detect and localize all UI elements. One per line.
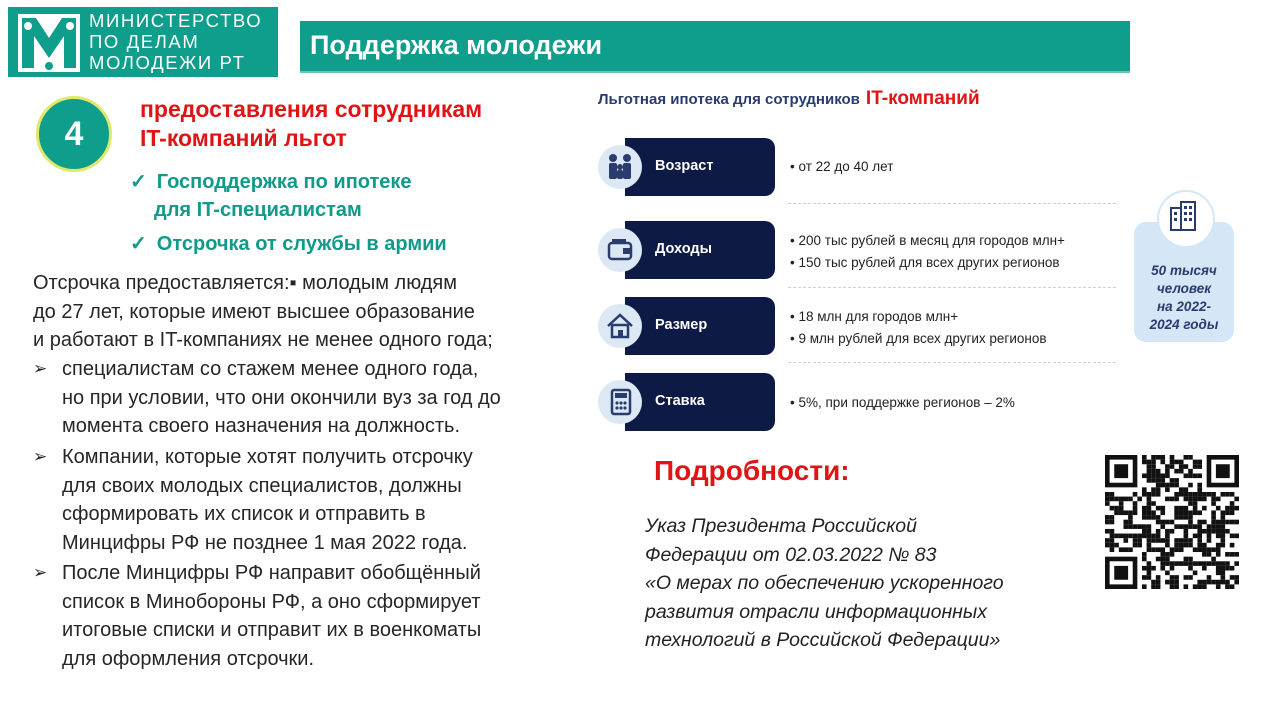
calculator-icon (598, 380, 642, 424)
row-info-text: 18 млн для городов млн+ (798, 309, 959, 324)
mortgage-row-label (625, 221, 775, 279)
row-label-text: Доходы (655, 241, 712, 257)
decree-line: «О мерах по обеспечению ускоренного (645, 572, 1004, 594)
bullet-item (33, 355, 593, 441)
bullet-line: для своих молодых специалистов, должны (62, 474, 462, 497)
arrow-bullet-icon: ➢ (33, 447, 48, 466)
ministry-logo (8, 7, 278, 77)
bullet-line: момента своего назначения на должность. (62, 415, 461, 437)
row-info-line: • от 22 до 40 лет (790, 159, 894, 174)
check-label: Отсрочка от службы в армии (156, 233, 447, 255)
logo-line: ПО ДЕЛАМ (89, 31, 200, 52)
number-badge: 4 (36, 96, 112, 172)
mortgage-row-info (790, 230, 1065, 274)
logo-text (89, 10, 262, 73)
bullet-line: После Минцифры РФ направит обобщённый (62, 562, 481, 584)
row-label-text: Возраст (655, 158, 714, 174)
row-divider (788, 203, 1116, 204)
mortgage-row-label (625, 373, 775, 431)
mortgage-row-label (625, 297, 775, 355)
row-info-line: • 5%, при поддержке регионов – 2% (790, 395, 1015, 410)
checkmark-icon: ✓ (130, 171, 147, 193)
stat-text (1136, 262, 1232, 334)
arrow-bullet-icon: ➢ (33, 359, 48, 378)
row-divider (788, 287, 1116, 288)
buildings-icon (1157, 190, 1215, 248)
family-icon (598, 145, 642, 189)
row-label-text: Размер (655, 317, 708, 333)
decree-line: развития отрасли информационных (645, 600, 988, 623)
row-info-text: 9 млн рублей для всех других регионов (798, 331, 1047, 346)
details-heading: Подробности: (654, 455, 850, 486)
headline-line: IT-компаний льгот (140, 125, 347, 151)
bullet-line: но при условии, что они окончили вуз за год до (62, 386, 501, 409)
bullet-line: итоговые списки и отправит их в военкоматы (62, 619, 482, 641)
bullet-line: Минцифры РФ не позднее 1 мая 2022 года. (62, 531, 468, 554)
bullet-line: для оформления отсрочки. (62, 647, 315, 670)
check-label: для IT-специалистам (154, 199, 362, 221)
bullet-item (33, 559, 593, 673)
headline (140, 95, 482, 153)
mortgage-row-info (790, 392, 1015, 414)
row-info-line: • 150 тыс рублей для всех других регионов (790, 255, 1060, 270)
paragraph-line: Отсрочка предоставляется:▪ молодым людям (33, 272, 458, 294)
mortgage-title (598, 88, 980, 110)
logo-line: МИНИСТЕРСТВО (89, 10, 263, 31)
check-item-army (130, 230, 447, 258)
paragraph-line: и работают в IT-компаниях не менее одного года; (33, 329, 493, 351)
row-info-text: от 22 до 40 лет (798, 159, 894, 174)
check-item-mortgage (130, 168, 412, 224)
wallet-icon (598, 228, 642, 272)
qr-code-icon[interactable] (1105, 455, 1239, 589)
mortgage-row-label (625, 138, 775, 196)
decree-text (645, 512, 1105, 655)
decree-line: Указ Президента Российской (645, 515, 917, 537)
page-title: Поддержка молодежи (310, 30, 603, 60)
intro-paragraph (33, 269, 598, 355)
decree-line: технологий в Российской Федерации» (645, 629, 1001, 651)
arrow-bullet-icon: ➢ (33, 563, 48, 582)
row-info-text: 5%, при поддержке регионов – 2% (798, 395, 1015, 410)
check-label: Господдержка по ипотеке (156, 171, 412, 193)
mortgage-row-info (790, 156, 893, 178)
row-info-text: 200 тыс рублей в месяц для городов млн+ (798, 233, 1065, 248)
row-info-line: • 200 тыс рублей в месяц для городов млн+ (790, 233, 1065, 248)
row-info-line: • 9 млн рублей для всех других регионов (790, 331, 1047, 346)
paragraph-line: до 27 лет, которые имеют высшее образование (33, 300, 475, 323)
checkmark-icon: ✓ (130, 233, 147, 255)
decree-line: Федерации от 02.03.2022 № 83 (645, 543, 937, 566)
stat-line: на 2022- (1157, 299, 1211, 314)
stat-line: 2024 годы (1149, 317, 1219, 332)
mortgage-title-red: IT-компаний (865, 88, 980, 109)
house-icon (598, 304, 642, 348)
stat-line: 50 тысяч (1151, 263, 1217, 278)
bullet-line: специалистам со стажем менее одного года, (62, 358, 479, 380)
logo-line: МОЛОДЕЖИ РТ (89, 52, 246, 73)
bullet-line: список в Минобороны РФ, а оно сформирует (62, 590, 481, 613)
ministry-logo-mark-icon (18, 14, 80, 72)
headline-line: предоставления сотрудникам (140, 96, 483, 122)
row-label-text: Ставка (655, 393, 705, 409)
bullet-line: Компании, которые хотят получить отсрочку (62, 446, 473, 468)
bullet-item (33, 443, 593, 557)
row-info-line: • 18 млн для городов млн+ (790, 309, 959, 324)
stat-line: человек (1156, 281, 1212, 296)
bullet-line: сформировать их список и отправить в (62, 503, 426, 525)
row-info-text: 150 тыс рублей для всех других регионов (798, 255, 1060, 270)
row-divider (788, 362, 1116, 363)
mortgage-title-text: Льготная ипотека для сотрудников (598, 91, 860, 108)
mortgage-row-info (790, 306, 1047, 350)
title-bar (300, 21, 1130, 73)
